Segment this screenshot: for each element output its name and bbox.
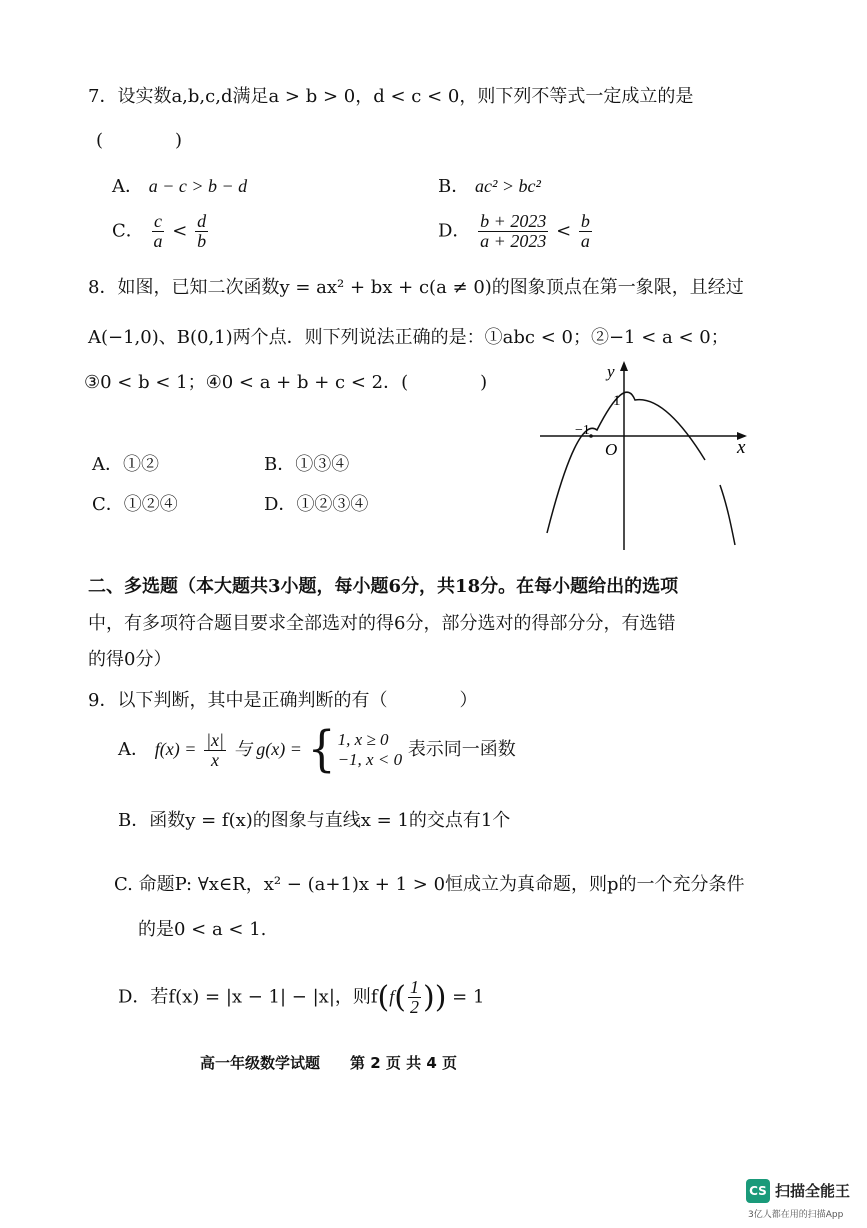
q9-option-a-cases: { 1, x ≥ 0 −1, x < 0: [307, 721, 403, 778]
q8-line3: ③0 < b < 1；④0 < a + b + c < 2．( ): [84, 372, 488, 393]
q9-option-a-frac: $\frac{|x|}{x}$: [206, 729, 224, 770]
q7-option-b: [438, 172, 541, 198]
q8-option-a: [92, 450, 159, 476]
q9-option-a: [118, 721, 516, 778]
q7-option-d-frac1: $\frac{b + 2023}{a + 2023}$: [480, 211, 547, 251]
page-footer: 高一年级数学试题 第 2 页 共 4 页: [200, 1054, 457, 1072]
q7-stem: 7．设实数a,b,c,d满足a > b > 0，d < c < 0，则下列不等式一定成立的是: [88, 86, 694, 107]
left-brace-icon: {: [307, 721, 336, 778]
q7-answer-paren: ( ): [96, 130, 183, 151]
q8-option-c-label: C．: [92, 494, 124, 515]
q9-option-a-f: f(x) =: [154, 739, 197, 759]
q7-option-c: [112, 212, 210, 251]
q9-option-c-line2: 的是0 < a < 1.: [138, 919, 267, 940]
q8-option-b-text: ①③④: [295, 454, 350, 475]
q8-option-d-label: D．: [264, 494, 297, 515]
parabola-right-tail: [720, 485, 735, 545]
y-intercept-label: 1: [613, 393, 621, 409]
q7-option-d-frac2: $\frac{b}{a}$: [580, 211, 590, 251]
q9-option-b: B．函数y = f(x)的图象与直线x = 1的交点有1个: [118, 810, 511, 831]
section2-line2: 中，有多项符合题目要求全部选对的得6分，部分选对的得部分分，有选错: [88, 613, 676, 634]
q7-option-d-label: D．: [438, 220, 471, 242]
q9-stem: 9．以下判断，其中是正确判断的有（ ）: [88, 690, 478, 711]
q7-option-a-text: a − c > b − d: [148, 176, 248, 196]
q8-option-c: [92, 490, 178, 516]
q8-option-a-label: A．: [92, 454, 123, 475]
y-axis-arrow: [620, 361, 628, 371]
scanner-app-tagline: 3亿人都在用的扫描App: [748, 1210, 844, 1220]
q7-option-d: [438, 212, 594, 251]
y-axis-label: y: [607, 362, 615, 381]
q8-option-d-text: ①②③④: [296, 494, 369, 515]
section2-line3: 的得0分）: [88, 649, 172, 670]
q8-line2: A(−1,0)、B(0,1)两个点．则下列说法正确的是：①abc < 0；②−1 < a < 0；: [88, 327, 729, 348]
q7-option-d-op: <: [556, 220, 572, 242]
q9-option-a-label: A．: [118, 739, 149, 760]
q8-option-b-label: B．: [264, 454, 296, 475]
q8-option-b: [264, 450, 349, 476]
x-intercept-label: −1: [575, 423, 590, 438]
q9-option-c-line1: C. 命题P: ∀x∈R，x² − (a+1)x + 1 > 0恒成立为真命题，则p的一个充分条件: [114, 874, 745, 895]
q9-option-d-tail: = 1: [452, 986, 485, 1008]
q8-option-c-text: ①②④: [123, 494, 178, 515]
scanner-logo-icon: CS: [746, 1179, 770, 1203]
q9-option-d-frac: $\frac{1}{2}$: [410, 977, 419, 1017]
origin-label: O: [605, 440, 618, 459]
q9-option-d-inner: f: [389, 986, 395, 1007]
q8-parabola-graph: [535, 355, 760, 555]
scanner-app-name: 扫描全能王: [775, 1182, 851, 1200]
q9-option-d: D．若f(x) = |x − 1| − |x|，则f(f( $\frac{1}{2}$ )) = 1: [118, 977, 485, 1017]
q9-option-d-pre: D．若f(x) = |x − 1| − |x|，则f: [118, 986, 378, 1008]
q9-option-a-mid: 与 g(x) =: [233, 739, 302, 759]
q7-option-c-frac2: $\frac{d}{b}$: [197, 211, 207, 251]
q7-option-b-text: ac² > bc²: [474, 176, 541, 196]
parabola-curve: [547, 392, 705, 533]
q7-option-b-label: B．: [438, 176, 470, 197]
q8-option-a-text: ①②: [123, 454, 159, 475]
section2-line1: 二、多选题（本大题共3小题，每小题6分，共18分。在每小题给出的选项: [88, 576, 679, 597]
q7-option-c-op: <: [172, 220, 188, 242]
q7-option-c-frac1: $\frac{c}{a}$: [153, 211, 163, 251]
q7-option-c-label: C．: [112, 220, 144, 242]
q7-option-a: [112, 172, 247, 198]
x-axis-label: x: [737, 437, 746, 458]
q9-option-a-tail: 表示同一函数: [407, 739, 516, 760]
q8-line1: 8．如图，已知二次函数y = ax² + bx + c(a ≠ 0)的图象顶点在第一象限，且经过: [88, 277, 744, 298]
q8-option-d: [264, 490, 368, 516]
q7-option-a-label: A．: [112, 176, 143, 197]
